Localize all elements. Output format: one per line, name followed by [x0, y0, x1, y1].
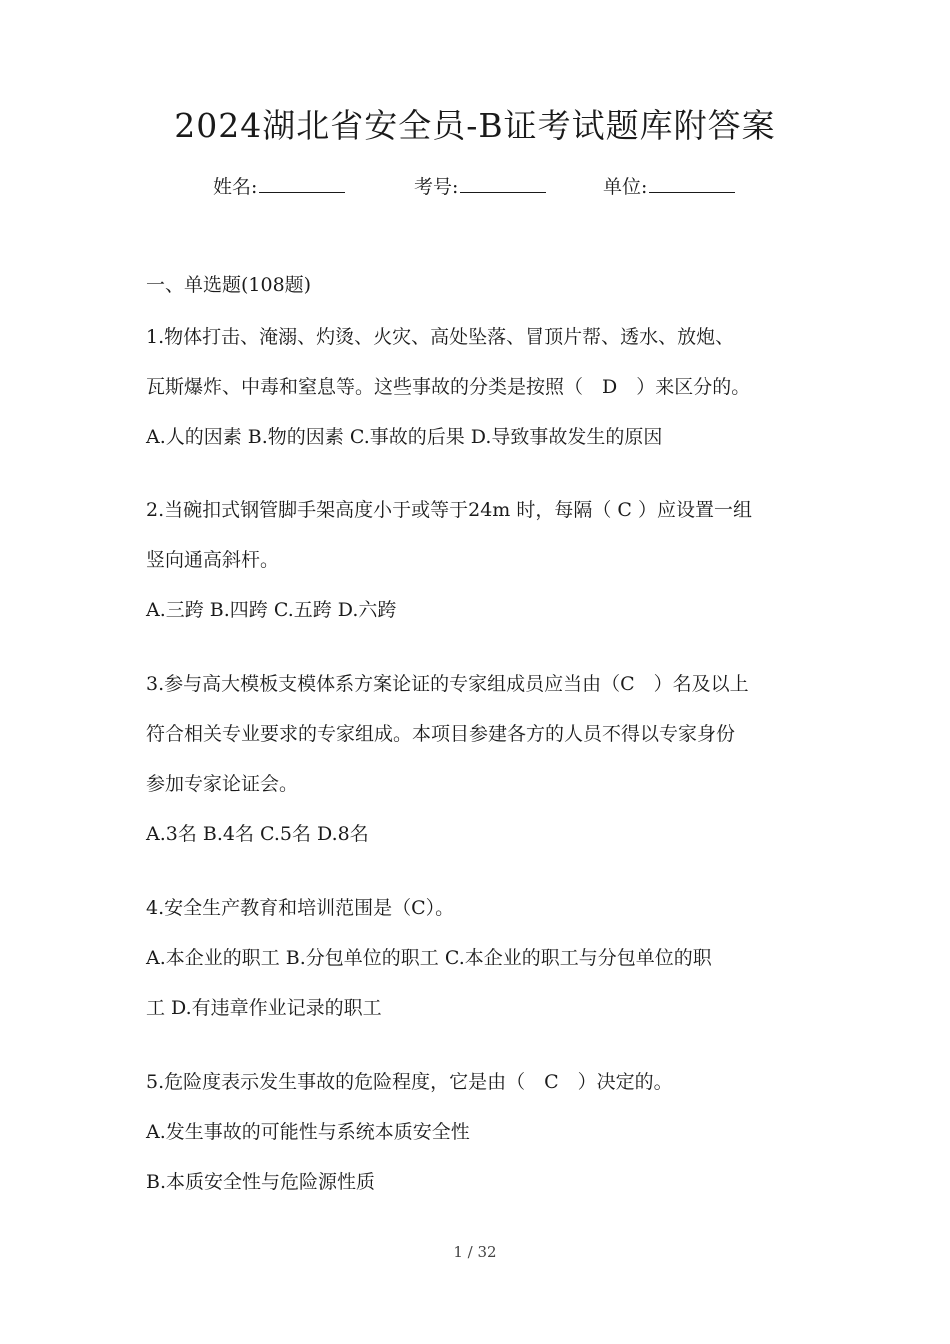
question-4-options-line-1: A.本企业的职工 B.分包单位的职工 C.本企业的职工与分包单位的职 — [146, 947, 712, 969]
question-5-option-b: B.本质安全性与危险源性质 — [146, 1171, 376, 1193]
section-heading: 一、单选题(108题) — [146, 274, 312, 296]
question-4-options-line-2: 工 D.有违章作业记录的职工 — [146, 997, 382, 1019]
page-number: 1 / 32 — [453, 1243, 497, 1261]
candidate-info-fields — [0, 170, 950, 204]
question-5-line-1: 5.危险度表示发生事故的危险程度，它是由（ C ）决定的。 — [146, 1071, 673, 1093]
question-1-line-2: 瓦斯爆炸、中毒和窒息等。这些事故的分类是按照（ D ）来区分的。 — [146, 376, 751, 398]
question-5-option-a: A.发生事故的可能性与系统本质安全性 — [146, 1121, 470, 1143]
question-3-options: A.3名 B.4名 C.5名 D.8名 — [146, 823, 369, 845]
question-2-options: A.三跨 B.四跨 C.五跨 D.六跨 — [146, 599, 397, 621]
document-title: 2024湖北省安全员-B证考试题库附答案 — [174, 106, 776, 145]
question-3-line-1: 3.参与高大模板支模体系方案论证的专家组成员应当由（C ）名及以上 — [146, 673, 749, 695]
exam-number-field — [414, 170, 546, 204]
question-1-options: A.人的因素 B.物的因素 C.事故的后果 D.导致事故发生的原因 — [146, 426, 663, 448]
unit-label: 单位: — [603, 176, 648, 198]
question-3-line-3: 参加专家论证会。 — [146, 773, 299, 795]
question-2-line-2: 竖向通高斜杆。 — [146, 549, 280, 571]
question-2-line-1: 2.当碗扣式钢管脚手架高度小于或等于24m 时，每隔（ C ）应设置一组 — [146, 499, 752, 521]
exam-number-label: 考号: — [414, 176, 459, 198]
name-blank — [259, 170, 345, 193]
unit-blank — [649, 170, 735, 193]
question-3-line-2: 符合相关专业要求的专家组成。本项目参建各方的人员不得以专家身份 — [146, 723, 736, 745]
question-1-line-1: 1.物体打击、淹溺、灼烫、火灾、高处坠落、冒顶片帮、透水、放炮、 — [146, 326, 735, 348]
name-label: 姓名: — [213, 176, 258, 198]
name-field — [213, 170, 345, 204]
question-4-line-1: 4.安全生产教育和培训范围是（C）。 — [146, 897, 455, 919]
unit-field — [603, 170, 735, 204]
exam-number-blank — [460, 170, 546, 193]
